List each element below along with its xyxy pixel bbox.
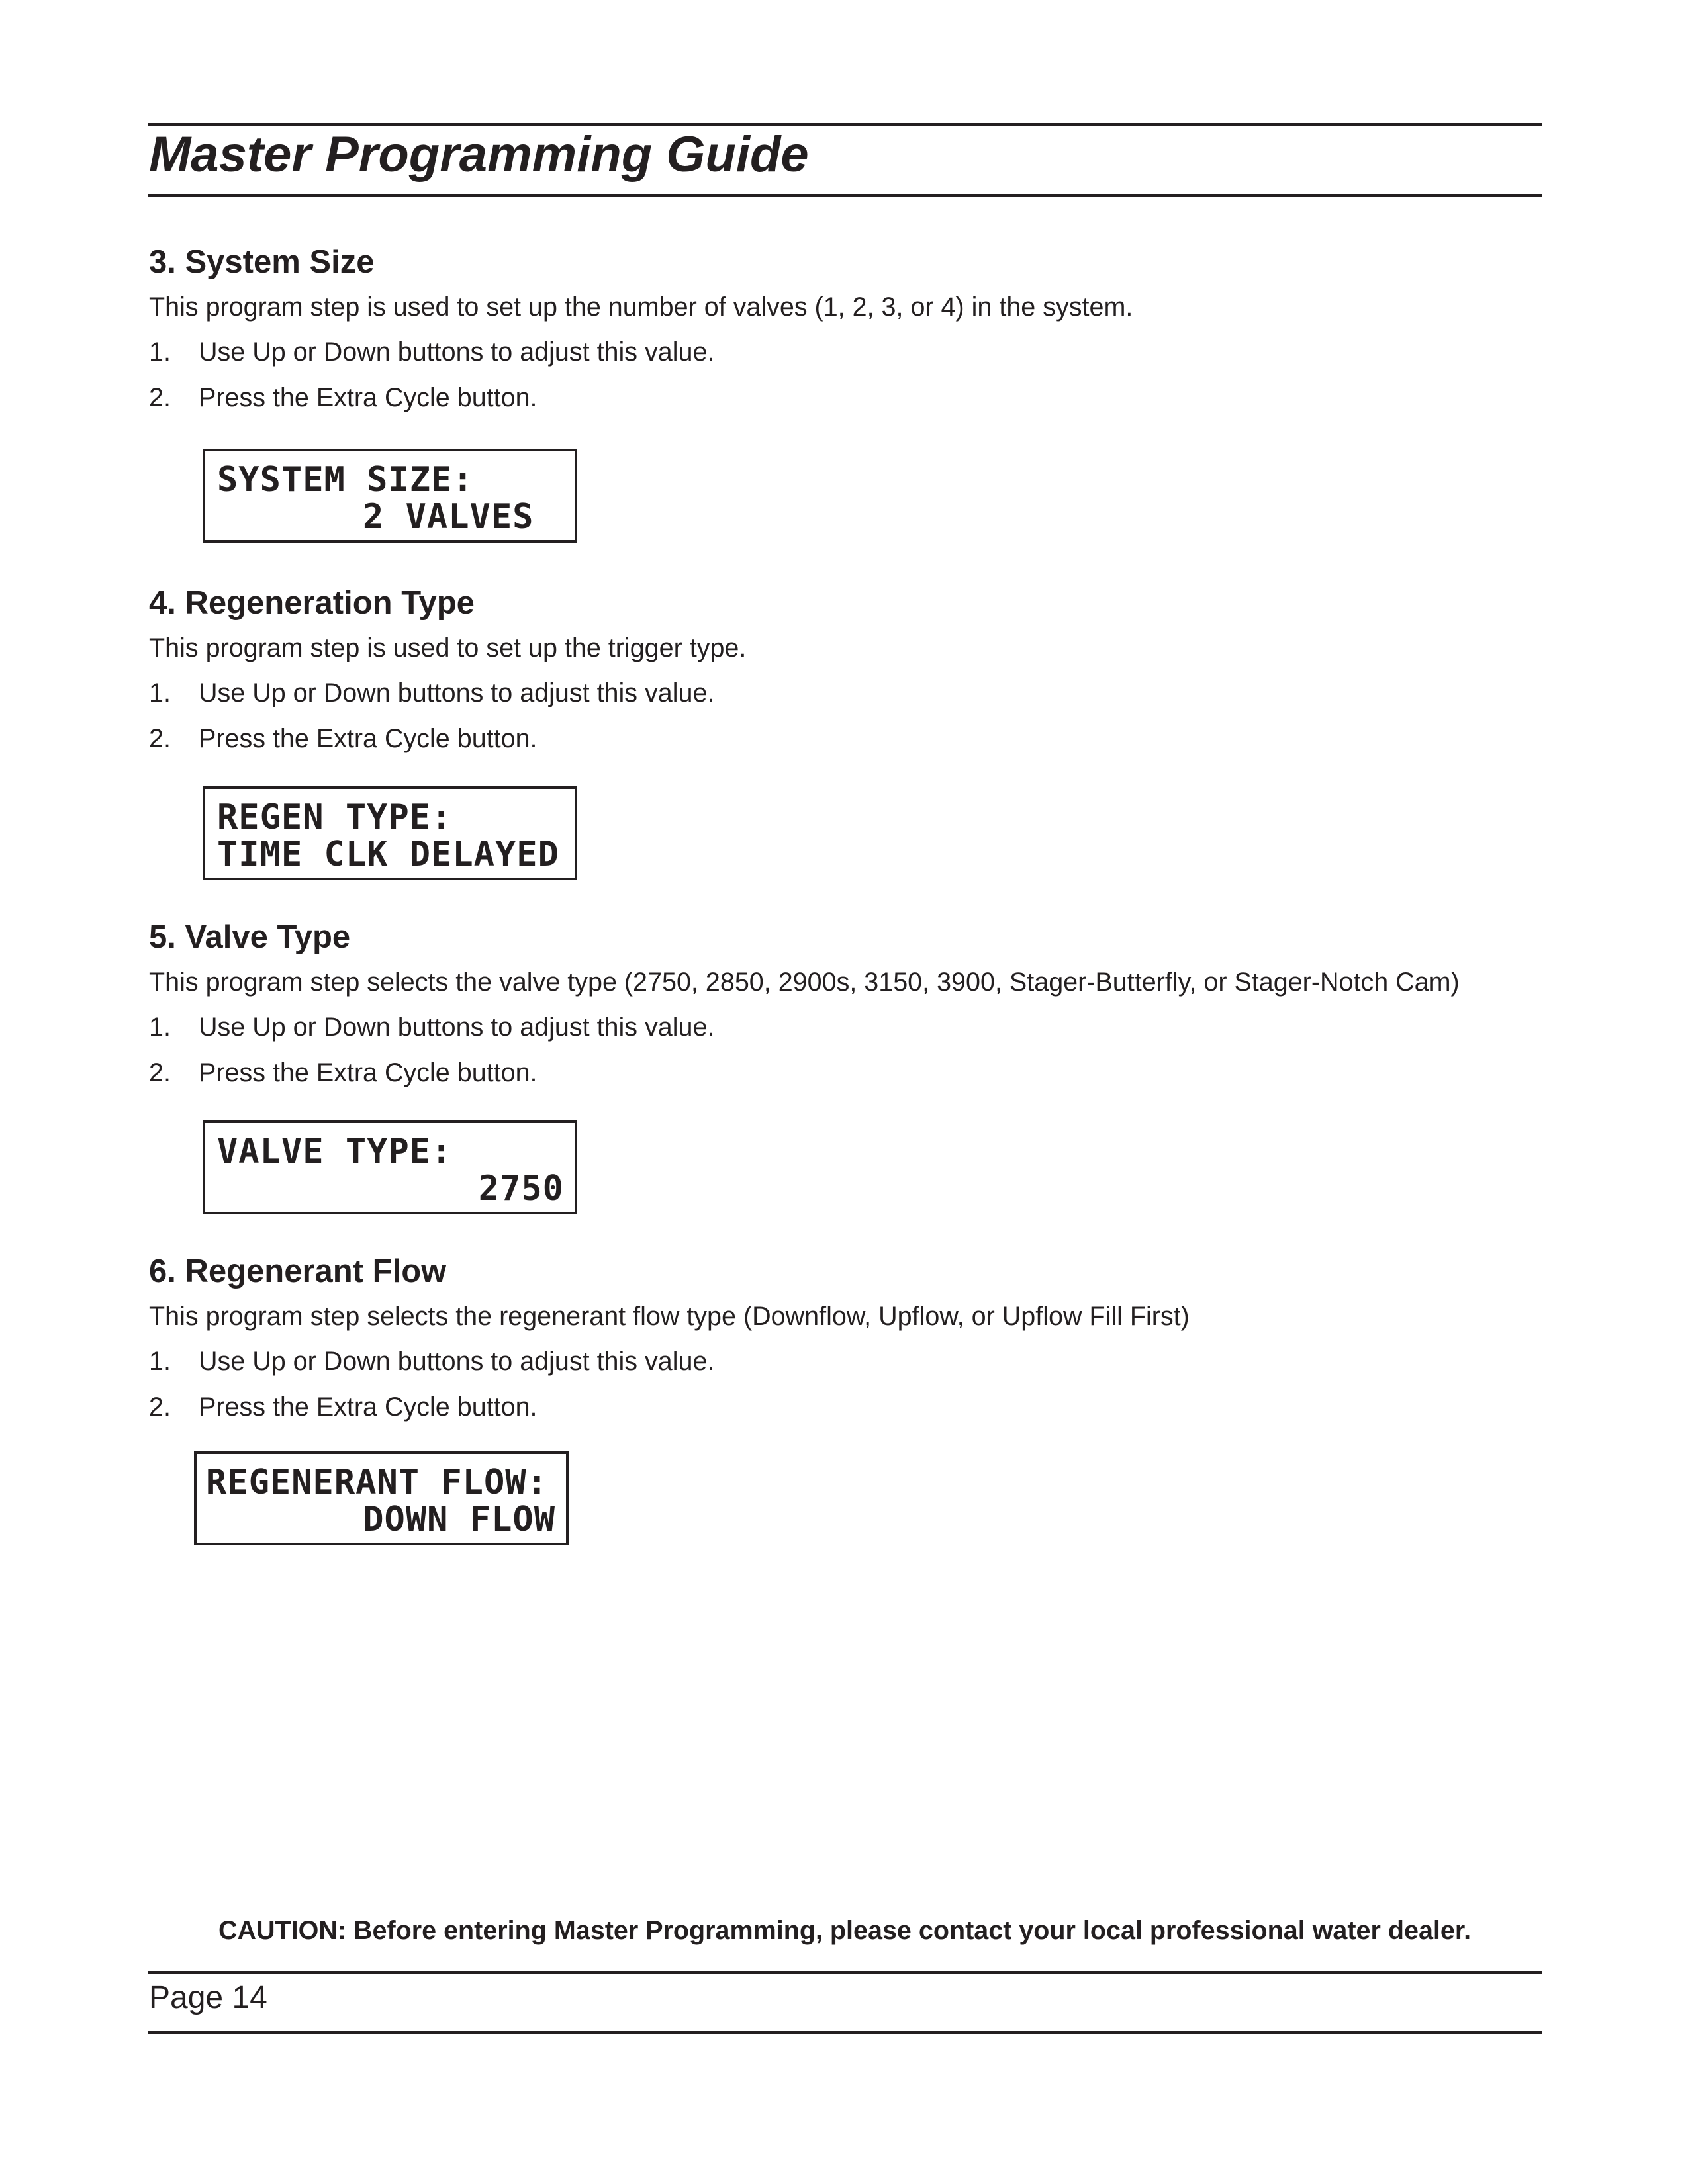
- lcd-display-regenerant-flow: [194, 1451, 569, 1545]
- list-item: [149, 1394, 714, 1440]
- section-description: This program step is used to set up the trigger type.: [149, 633, 747, 662]
- step-text: Use Up or Down buttons to adjust this value.: [199, 338, 715, 367]
- section-heading: 5. Valve Type: [149, 919, 351, 955]
- page-title: Master Programming Guide: [149, 126, 809, 183]
- steps-list: [149, 1349, 714, 1440]
- section-heading: 3. System Size: [149, 244, 375, 280]
- list-item: [149, 1060, 714, 1106]
- section-valve-type: [149, 919, 1546, 1087]
- step-text: Press the Extra Cycle button.: [199, 1058, 538, 1087]
- section-regeneration-type: [149, 585, 1546, 753]
- lcd-line-1: REGENERANT FLOW:: [206, 1463, 548, 1502]
- lcd-line-2: 2750: [478, 1169, 564, 1208]
- page-number: Page 14: [149, 1980, 267, 2015]
- steps-list: [149, 1015, 714, 1106]
- section-heading: 4. Regeneration Type: [149, 585, 475, 621]
- list-item: [149, 1015, 714, 1060]
- section-description: This program step selects the valve type (2750, 2850, 2900s, 3150, 3900, Stager-Butterfly, or Stager-Notch Cam): [149, 968, 1460, 997]
- step-number: 1.: [149, 1347, 171, 1376]
- footer-bottom-rule: [148, 2031, 1542, 2034]
- section-system-size: [149, 244, 1546, 412]
- section-description: This program step is used to set up the number of valves (1, 2, 3, or 4) in the system.: [149, 293, 1133, 322]
- step-number: 2.: [149, 383, 171, 412]
- lcd-display-regen-type: [203, 786, 577, 880]
- step-text: Press the Extra Cycle button.: [199, 724, 538, 753]
- step-number: 1.: [149, 338, 171, 367]
- lcd-line-1: VALVE TYPE:: [217, 1132, 453, 1171]
- caution-notice: CAUTION: Before entering Master Programming, please contact your local professional water dealer.: [218, 1916, 1472, 1945]
- list-item: [149, 726, 714, 772]
- lcd-line-2: DOWN FLOW: [363, 1500, 555, 1539]
- steps-list: [149, 340, 714, 431]
- header-bottom-rule: [148, 194, 1542, 197]
- section-regenerant-flow: [149, 1253, 1546, 1422]
- step-text: Press the Extra Cycle button.: [199, 1392, 538, 1422]
- section-heading: 6. Regenerant Flow: [149, 1253, 447, 1289]
- step-text: Press the Extra Cycle button.: [199, 383, 538, 412]
- lcd-line-1: REGEN TYPE:: [217, 797, 453, 837]
- lcd-line-2: TIME CLK DELAYED: [217, 835, 559, 874]
- list-item: [149, 1349, 714, 1394]
- lcd-display-system-size: [203, 449, 577, 543]
- lcd-line-1: SYSTEM SIZE:: [217, 460, 474, 500]
- step-number: 2.: [149, 724, 171, 753]
- lcd-display-valve-type: [203, 1120, 577, 1214]
- section-description: This program step selects the regenerant flow type (Downflow, Upflow, or Upflow Fill First): [149, 1302, 1190, 1331]
- footer-top-rule: [148, 1971, 1542, 1974]
- step-number: 1.: [149, 1013, 171, 1042]
- list-item: [149, 340, 714, 385]
- step-text: Use Up or Down buttons to adjust this value.: [199, 678, 715, 707]
- list-item: [149, 385, 714, 431]
- step-number: 2.: [149, 1392, 171, 1422]
- list-item: [149, 680, 714, 726]
- step-text: Use Up or Down buttons to adjust this value.: [199, 1013, 715, 1042]
- step-text: Use Up or Down buttons to adjust this value.: [199, 1347, 715, 1376]
- step-number: 2.: [149, 1058, 171, 1087]
- steps-list: [149, 680, 714, 772]
- step-number: 1.: [149, 678, 171, 707]
- lcd-line-2: 2 VALVES: [363, 497, 534, 537]
